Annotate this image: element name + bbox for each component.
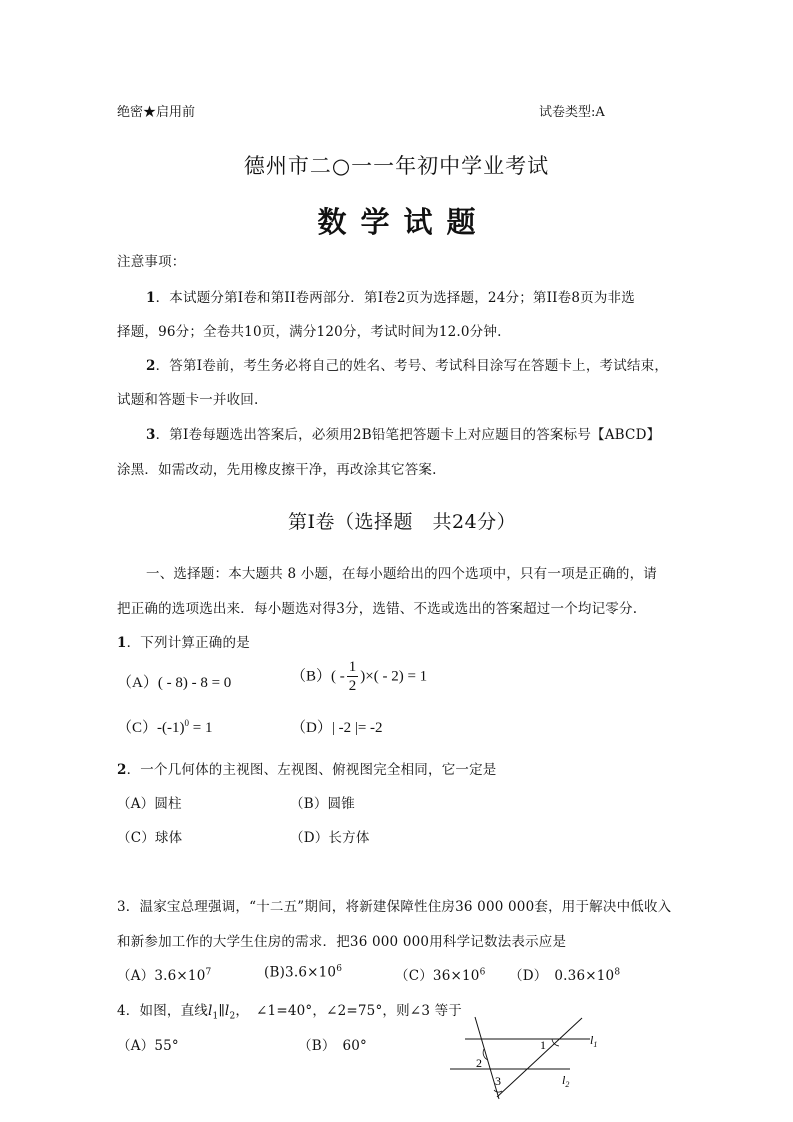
q4-l1-sub: 1 [212,1011,219,1022]
q3-a-exponent: 7 [205,967,212,978]
q4-figure [440,1014,610,1104]
q3-a-base: （A）3.6×10 [117,968,206,984]
q1-c-tail: = 1 [189,720,213,736]
note-1-number: 1 [146,290,156,306]
q3-line2: 和新参加工作的大学生住房的需求．把36 000 000用科学记数法表示应是 [117,934,567,950]
q1-option-d [291,716,383,737]
note-3-text: ．第Ⅰ卷每题选出答案后，必须用2B铅笔把答题卡上对应题目的答案标号【ABCD】 [155,427,661,443]
note-2-number: 2 [146,358,156,374]
q3-option-d [509,964,620,984]
l1-letter: l [590,1033,594,1047]
q2-option-d: （D）长方体 [290,830,370,846]
section-title: 第Ⅰ卷（选择题 共24分） [288,511,517,533]
l2-sub: 2 [565,1080,570,1089]
q2-number: 2 [117,762,127,778]
q1-d-label: （D） [291,720,332,736]
q4-option-a: （A）55° [117,1038,179,1054]
note-3-line2: 涂黑．如需改动，先用橡皮擦干净，再改涂其它答案. [117,462,437,478]
q1-b-denominator: 2 [348,678,357,694]
q4-stem [117,999,462,1022]
q1-b-label: （B） [291,668,332,685]
note-2-line1 [146,354,668,374]
q1-b-fraction [347,660,359,694]
q2-option-c: （C）球体 [117,830,183,846]
q1-c-base: -(-1) [157,720,185,736]
q1-c-exponent: 0 [184,718,189,728]
angle-1-label: 1 [540,1038,546,1052]
section-intro-line2: 把正确的选项选出来．每小题选对得3分，选错、不选或选出的答案超过一个均记零分. [117,601,638,617]
l1-label [590,1033,597,1049]
angle-2-label: 2 [476,1056,482,1070]
q4-rest: ， ∠1=40°，∠2=75°，则∠3 等于 [235,1003,462,1019]
note-1-text: ．本试题分第Ⅰ卷和第II卷两部分．第Ⅰ卷2页为选择题，24分；第II卷8页为非选 [155,290,635,306]
q2-option-b: （B）圆锥 [290,796,355,812]
q4-parallel: ∥ [218,1003,225,1019]
exam-title: 德州市二○一一年初中学业考试 [243,154,550,178]
q3-d-exponent: 8 [614,967,621,978]
q3-c-base: （C）36×10 [395,968,480,984]
q3-option-c [395,964,486,984]
q3-option-a [117,964,211,984]
q1-number: 1 [117,635,127,651]
q1-option-b [291,660,427,694]
q1-stem [117,631,250,651]
note-1-line2: 择题，96分；全卷共10页，满分120分，考试时间为12.0分钟. [117,324,502,340]
q4-option-b: （B） 60° [298,1038,367,1054]
l2-letter: l [562,1073,566,1087]
q4-l1-letter: l [208,1003,213,1019]
q4-l2-letter: l [224,1003,230,1019]
l2-label [562,1073,569,1089]
angle-3-arc [494,1090,502,1092]
confidential-label: 绝密★启用前 [117,105,196,120]
q2-option-a: （A）圆柱 [117,796,182,812]
note-3-number: 3 [146,427,156,443]
q1-d-expr: | -2 |= -2 [331,720,383,736]
q1-c-label: （C） [117,720,158,736]
q1-option-a [117,671,231,692]
note-2-text: ．答第Ⅰ卷前，考生务必将自己的姓名、考号、考试科目涂写在答题卡上，考试结束， [155,358,669,374]
notes-heading: 注意事项： [117,254,186,270]
note-3-line1 [146,423,660,443]
q3-d-base: （D） 0.36×10 [509,968,615,984]
q1-b-post: )×( - 2) = 1 [360,668,428,685]
q3-b-exponent: 6 [336,964,343,974]
note-1-line1 [146,286,635,306]
q3-c-exponent: 6 [479,967,486,978]
q3-option-b [264,964,342,981]
q1-b-pre: ( - [331,668,345,685]
q2-stem-text: ．一个几何体的主视图、左视图、俯视图完全相同，它一定是 [126,762,497,778]
q1-a-label: （A） [117,675,158,691]
angle-3-label: 3 [495,1074,501,1088]
q3-line1: 3．温家宝总理强调，“十二五”期间，将新建保障性住房36 000 000套，用于解决中低收入 [117,899,672,915]
q1-b-numerator: 1 [348,659,357,675]
q1-stem-text: ．下列计算正确的是 [126,635,250,651]
q4-l2-sub: 2 [229,1011,236,1022]
q2-stem [117,758,497,778]
paper-type-label: 试卷类型:A [539,105,605,120]
q1-a-expr: ( - 8) - 8 = 0 [157,675,232,691]
l1-sub: 1 [593,1040,598,1049]
subject-title: 数学试题 [317,205,490,239]
q1-option-c [117,716,212,737]
note-2-line2: 试题和答题卡一并收回. [117,392,259,408]
q3-b-base: (B)3.6×10 [264,964,337,981]
q4-prefix: 4．如图，直线 [117,1003,208,1019]
section-intro-line1: 一、选择题：本大题共 8 小题，在每小题给出的四个选项中，只有一项是正确的，请 [146,566,657,582]
